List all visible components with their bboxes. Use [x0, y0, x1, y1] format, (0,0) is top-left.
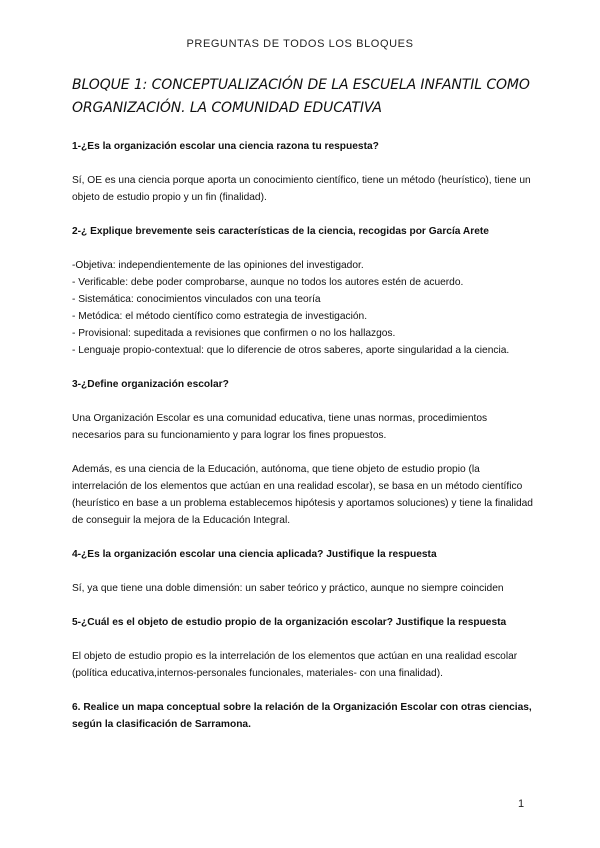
list-item: - Metódica: el método científico como estrategia de investigación.	[72, 311, 368, 322]
list-item: - Provisional: supeditada a revisiones que confirmen o no los hallazgos.	[72, 328, 396, 339]
question-5: 5-¿Cuál es el objeto de estudio propio de la organización escolar? Justifique la respuesta	[72, 617, 507, 628]
question-6: 6. Realice un mapa conceptual sobre la relación de la Organización Escolar con otras ciencias, según la clasificación de Sarramona.	[72, 702, 532, 730]
question-4: 4-¿Es la organización escolar una ciencia aplicada? Justifique la respuesta	[72, 549, 437, 560]
running-header: PREGUNTAS DE TODOS LOS BLOQUES	[186, 38, 414, 50]
list-item: - Lenguaje propio-contextual: que lo diferencie de otros saberes, aporte singularidad a la ciencia.	[72, 345, 510, 356]
question-1: 1-¿Es la organización escolar una ciencia razona tu respuesta?	[72, 141, 379, 152]
list-item: - Verificable: debe poder comprobarse, aunque no todos los autores estén de acuerdo.	[72, 277, 464, 288]
page-number: 1	[518, 798, 525, 810]
document-body	[72, 138, 534, 750]
list-item: -Objetiva: independientemente de las opiniones del investigador.	[72, 260, 364, 271]
answer-3-part-2: Además, es una ciencia de la Educación, autónoma, que tiene objeto de estudio propio (la interrelación de los elementos que actúan en una realidad escolar), se basa en un método científico (heurístico en base a un problema establecemos hipótesis y aportamos soluciones) y tiene la finalidad de conseguir la mejora de la Educación Integral.	[72, 464, 533, 526]
answer-3-part-1: Una Organización Escolar es una comunidad educativa, tiene unas normas, procedimientos necesarios para su funcionamiento y para lograr los fines propuestos.	[72, 413, 488, 441]
question-2: 2-¿ Explique brevemente seis características de la ciencia, recogidas por García Arete	[72, 226, 489, 237]
characteristics-list	[72, 257, 534, 359]
block-title: BLOQUE 1: CONCEPTUALIZACIÓN DE LA ESCUELA INFANTIL COMO ORGANIZACIÓN. LA COMUNIDAD EDUCATIVA	[72, 77, 530, 116]
answer-5: El objeto de estudio propio es la interrelación de los elementos que actúan en una realidad escolar (política educativa,internos-personales funcionales, materiales- con una finalidad).	[72, 651, 518, 679]
question-3: 3-¿Define organización escolar?	[72, 379, 229, 390]
list-item: - Sistemática: conocimientos vinculados con una teoría	[72, 294, 321, 305]
answer-1: Sí, OE es una ciencia porque aporta un conocimiento científico, tiene un método (heurístico), tiene un objeto de estudio propio y un fin (finalidad).	[72, 175, 531, 203]
answer-4: Sí, ya que tiene una doble dimensión: un saber teórico y práctico, aunque no siempre coinciden	[72, 583, 504, 594]
